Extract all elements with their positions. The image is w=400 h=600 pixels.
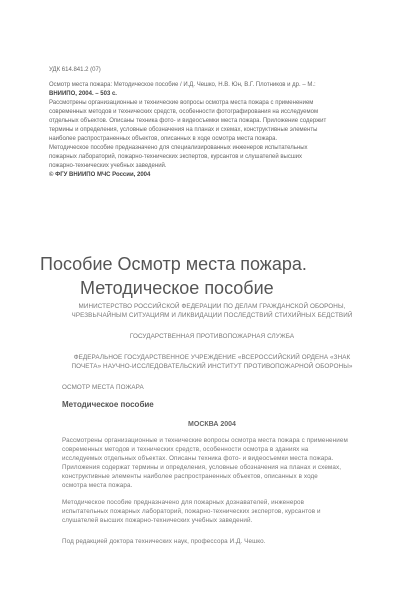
publisher-line: ВНИИПО, 2004. – 503 с. <box>49 91 117 97</box>
title-page-body <box>62 302 362 546</box>
paragraph-line: Методическое пособие предназначено для пожарных дознавателей, инженеров <box>62 499 305 506</box>
udc-code: УДК 614.841.2 (07) <box>49 67 101 73</box>
editor-line: Под редакцией доктора технических наук, профессора И.Д. Чешко. <box>62 538 266 545</box>
paragraph-line: исследуемых отдельных объектах. Описаны техника фото- и видеосъемки места пожара. <box>62 455 334 462</box>
subheading: Методическое пособие <box>62 400 154 409</box>
paragraph-line: Приложения содержат термины и определения, условные обозначения на планах и схемах, <box>62 464 342 471</box>
bibliographic-block <box>49 66 367 180</box>
annotation-line: Методическое пособие предназначено для специализированных инженеров испытательных <box>49 145 308 151</box>
annotation-line: отдельных объектов. Описаны техника фото- и видеосъемки места пожара. Приложение содержит <box>49 118 327 124</box>
ministry-line: МИНИСТЕРСТВО РОССИЙСКОЙ ФЕДЕРАЦИИ ПО ДЕЛАМ ГРАЖДАНСКОЙ ОБОРОНЫ, <box>78 303 346 310</box>
paragraph-line: осмотра места пожара. <box>62 482 133 489</box>
annotation-line: пожарно-технических учебных заведений. <box>49 163 167 169</box>
annotation-line: термины и определения, условные обозначения на планах и схемах, конструктивные элементы <box>49 127 318 133</box>
citation-line: Осмотр места пожара: Методическое пособие / И.Д. Чешко, Н.В. Юн, В.Г. Плотников и др. – М.: <box>49 82 316 88</box>
paragraph-line: испытательных пожарных лабораторий, пожарно-технических экспертов, курсантов и <box>62 508 321 515</box>
ministry-line: ЧРЕЗВЫЧАЙНЫМ СИТУАЦИЯМ И ЛИКВИДАЦИИ ПОСЛЕДСТВИЙ СТИХИЙНЫХ БЕДСТВИЙ <box>71 312 353 319</box>
document-title-line: ОСМОТР МЕСТА ПОЖАРА <box>62 384 144 391</box>
institution-line: ФЕДЕРАЛЬНОЕ ГОСУДАРСТВЕННОЕ УЧРЕЖДЕНИЕ «ВСЕРОССИЙСКИЙ ОРДЕНА «ЗНАК <box>73 354 351 361</box>
paragraph-line: современных методов и технических средств, особенности осмотра в зданиях на <box>62 446 309 453</box>
annotation-line: Рассмотрены организационные и технические вопросы осмотра места пожара с применением <box>49 100 314 106</box>
page-title <box>40 252 380 300</box>
paragraph-line: Рассмотрены организационные и технические вопросы осмотра места пожара с применением <box>62 437 348 444</box>
institution-line: ПОЧЕТА» НАУЧНО-ИССЛЕДОВАТЕЛЬСКИЙ ИНСТИТУТ ПРОТИВОПОЖАРНОЙ ОБОРОНЫ» <box>71 363 353 370</box>
annotation-line: наиболее распространенных объектов, описанных в ходе осмотра места пожара. <box>49 136 278 142</box>
title-line-1: Пособие Осмотр места пожара. <box>40 254 307 274</box>
service-line: ГОСУДАРСТВЕННАЯ ПРОТИВОПОЖАРНАЯ СЛУЖБА <box>129 333 295 340</box>
city-year: МОСКВА 2004 <box>188 421 236 428</box>
annotation-line: современных методов и технических средств, особенности фотографирования на исследуемом <box>49 109 319 115</box>
annotation-line: пожарных лабораторий, пожарно-технических экспертов, курсантов и слушателей высших <box>49 154 303 160</box>
title-line-2: Методическое пособие <box>80 278 274 298</box>
paragraph-line: слушателей высших пожарно-технических учебных заведений. <box>62 517 253 524</box>
paragraph-line: конструктивные элементы наиболее распространенных объектов, описанных в ходе <box>62 473 318 480</box>
copyright-line: © ФГУ ВНИИПО МЧС России, 2004 <box>49 172 151 178</box>
